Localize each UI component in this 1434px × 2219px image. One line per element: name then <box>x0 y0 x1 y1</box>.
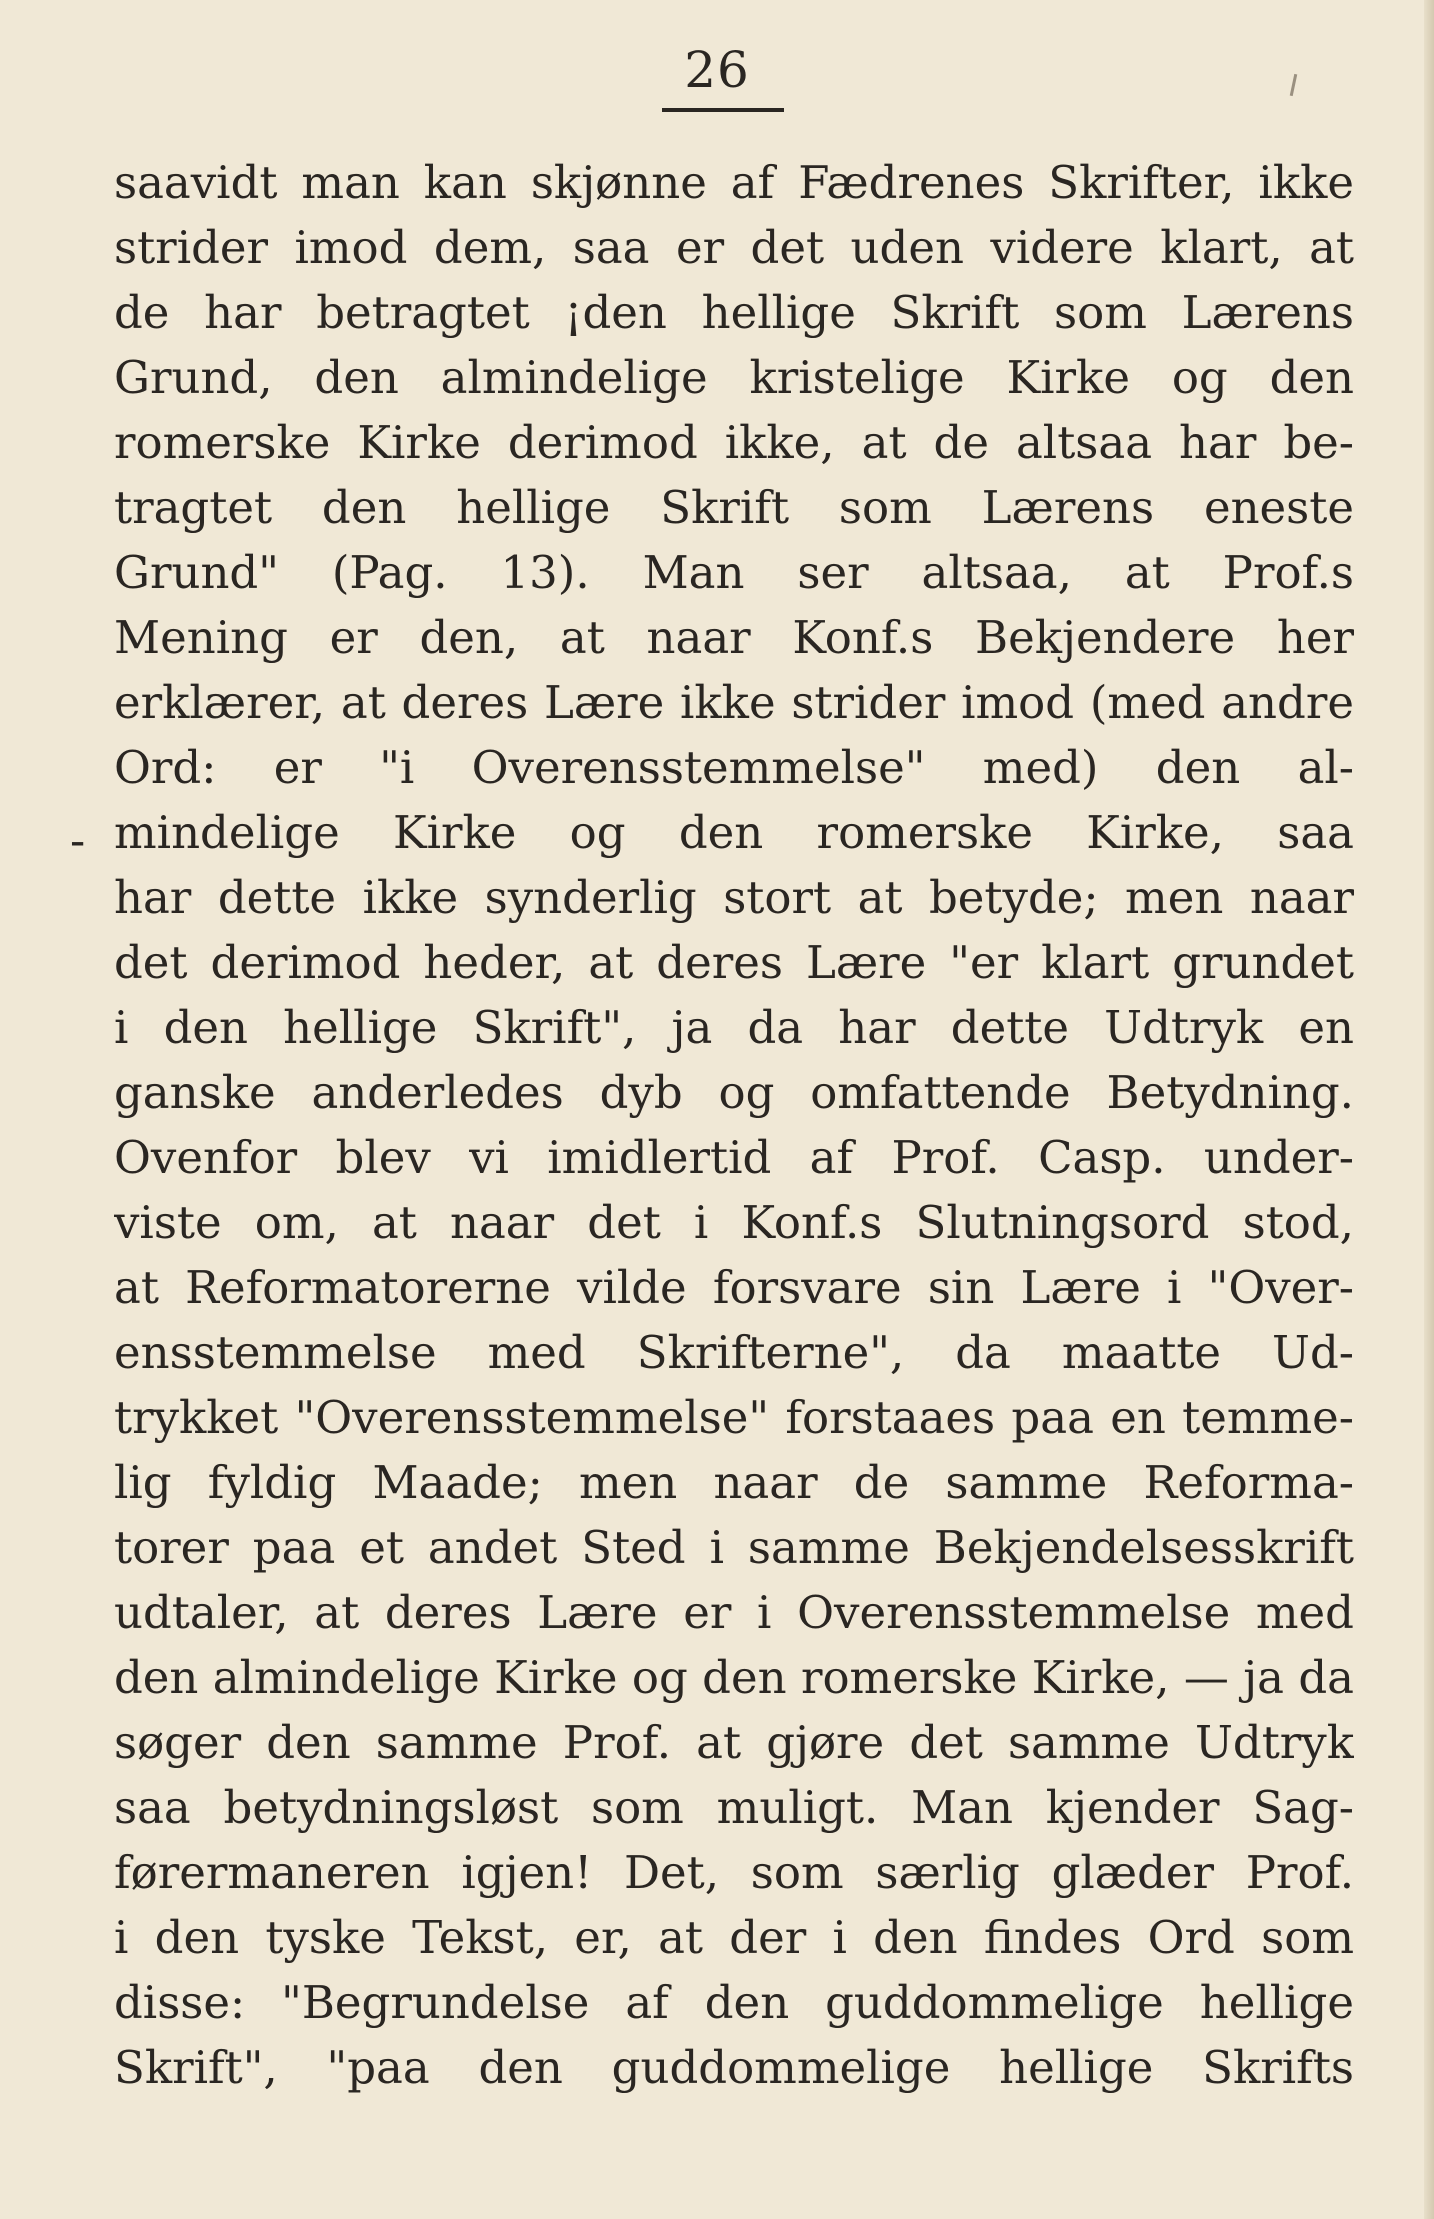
text-line: ensstemmelse med Skrifterne", da maatte Ud- <box>114 1326 1354 1379</box>
page-edge <box>1424 0 1434 2219</box>
text-line: Ovenfor blev vi imidlertid af Prof. Casp. under- <box>114 1131 1354 1184</box>
text-line: i den hellige Skrift", ja da har dette Udtryk en <box>114 1001 1354 1054</box>
text-line: har dette ikke synderlig stort at betyde; men naar <box>114 871 1354 924</box>
text-line: det derimod heder, at deres Lære "er klart grundet <box>114 936 1354 989</box>
text-line: trykket "Overensstemmelse" forstaaes paa en temme- <box>114 1391 1354 1444</box>
text-line: torer paa et andet Sted i samme Bekjendelsesskrift <box>114 1521 1354 1574</box>
text-line: den almindelige Kirke og den romerske Kirke, — ja da <box>114 1651 1354 1704</box>
text-line: Ord: er "i Overensstemmelse" med) den al- <box>114 741 1354 794</box>
text-line: saa betydningsløst som muligt. Man kjender Sag- <box>114 1781 1354 1834</box>
text-line: i den tyske Tekst, er, at der i den findes Ord som <box>114 1911 1354 1964</box>
text-line: førermaneren igjen! Det, som særlig glæder Prof. <box>114 1846 1354 1899</box>
text-line: Grund, den almindelige kristelige Kirke og den <box>114 351 1354 404</box>
edge-mark <box>1290 74 1298 96</box>
text-line: søger den samme Prof. at gjøre det samme Udtryk <box>114 1716 1354 1769</box>
text-line: lig fyldig Maade; men naar de samme Reforma- <box>114 1456 1354 1509</box>
text-line: udtaler, at deres Lære er i Overensstemmelse med <box>114 1586 1354 1639</box>
margin-mark: - <box>70 814 86 867</box>
text-line: strider imod dem, saa er det uden videre klart, at <box>114 221 1354 274</box>
text-line: Mening er den, at naar Konf.s Bekjendere her <box>114 611 1354 664</box>
body-text <box>114 150 1354 2100</box>
text-line: saavidt man kan skjønne af Fædrenes Skrifter, ikke <box>114 156 1354 209</box>
text-line: romerske Kirke derimod ikke, at de altsaa har be- <box>114 416 1354 469</box>
page-number-rule <box>662 108 784 112</box>
text-line: tragtet den hellige Skrift som Lærens eneste <box>114 481 1354 534</box>
text-line: disse: "Begrundelse af den guddommelige hellige <box>114 1976 1354 2029</box>
page-number: 26 <box>684 41 750 99</box>
text-line: Grund" (Pag. 13). Man ser altsaa, at Prof.s <box>114 546 1354 599</box>
text-line: viste om, at naar det i Konf.s Slutningsord stod, <box>114 1196 1354 1249</box>
text-line: erklærer, at deres Lære ikke strider imod (med andre <box>114 676 1354 729</box>
text-line: de har betragtet ¡den hellige Skrift som Lærens <box>114 286 1354 339</box>
text-line: Skrift", "paa den guddommelige hellige Skrifts <box>114 2041 1354 2094</box>
text-line: mindelige Kirke og den romerske Kirke, saa <box>114 806 1354 859</box>
text-line: ganske anderledes dyb og omfattende Betydning. <box>114 1066 1354 1119</box>
text-line: at Reformatorerne vilde forsvare sin Lære i "Over- <box>114 1261 1354 1314</box>
